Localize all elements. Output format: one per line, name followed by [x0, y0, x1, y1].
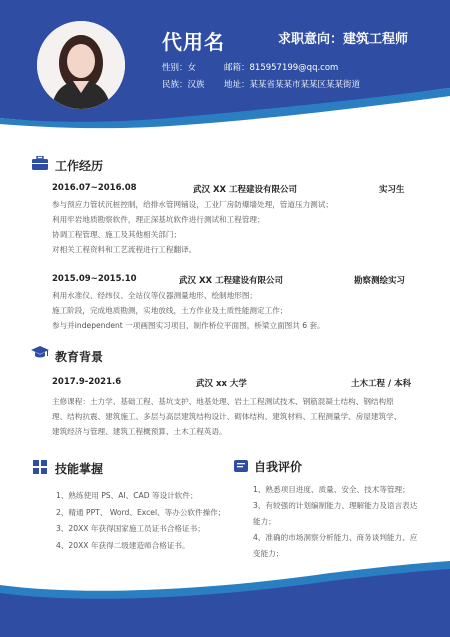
job1-line: 利用牢岩地质勘察软件，理正深基坑软件进行测试和工程管理；: [52, 215, 265, 224]
grid-icon: [33, 460, 47, 474]
self-eval-line: 4、准确的市场洞察分析能力、商务谈判能力、应: [253, 533, 418, 542]
gender-info: 性别：女: [162, 63, 197, 73]
education-date: 2017.9-2021.6: [52, 377, 122, 387]
job2-date: 2015.09~2015.10: [52, 274, 137, 284]
education-school: 武汉 xx 大学: [196, 379, 247, 389]
education-line: 主修课程：土力学、基础工程、基坑支护、地基处理、岩土工程测试技术、钢筋混凝土结构、钢结构原: [52, 397, 394, 406]
address-info: 地址：某某省某某市某某区某某街道: [224, 80, 361, 90]
skills-section-title: 技能掌握: [55, 462, 104, 476]
ethnicity-info: 民族：汉族: [162, 80, 205, 90]
education-major: 土木工程 / 本科: [351, 379, 412, 389]
briefcase-icon: [32, 156, 48, 170]
footer-background: [0, 547, 450, 637]
education-section-title: 教育背景: [55, 350, 104, 364]
job2-line: 参与并independent 一项画图实习项目，制作桥位平面图，桥梁立面图共 6 套。: [52, 321, 325, 330]
self-eval-line: 变能力；: [253, 549, 284, 558]
skill-item: 1、熟练使用 PS、AI、CAD 等设计软件；: [56, 491, 198, 500]
job1-line: 参与预应力管状沉桩控制，给排水管网铺设，工业厂房防爆墙处理，管道压力测试；: [52, 200, 333, 209]
job2-line: 利用水准仪、经纬仪、全站仪等仪器测量地形、绘制地形图；: [52, 291, 258, 300]
job1-company: 武汉 XX 工程建设有限公司: [193, 185, 298, 195]
candidate-name: 代用名: [162, 30, 225, 54]
email-info: 邮箱：815957199@qq.com: [224, 63, 339, 73]
self-eval-line: 1、熟悉项目进度、质量、安全、技术等管理；: [253, 485, 410, 494]
skill-item: 2、精通 PPT、 Word、Excel、等办公软件操作；: [56, 508, 226, 517]
job2-company: 武汉 XX 工程建设有限公司: [179, 276, 284, 286]
job-intent: 求职意向：建筑工程师: [278, 32, 409, 47]
self-eval-section-title: 自我评价: [254, 460, 303, 474]
skill-item: 3、20XX 年获得国家施工员证书合格证书；: [56, 524, 205, 533]
comment-icon: [234, 460, 248, 472]
job1-line: 协调工程管理、施工及其他相关部门；: [52, 230, 182, 239]
graduation-cap-icon: [31, 346, 49, 360]
self-eval-line: 3、有较强的计划编制能力、理解能力及语言表达: [253, 501, 418, 510]
job2-line: 施工阶段，完成地质勘测，实地放线，土方作业及土质性能测定工作；: [52, 306, 288, 315]
job1-role: 实习生: [379, 185, 405, 195]
education-line: 建筑经济与管理、建筑工程概预算、土木工程英语。: [52, 427, 227, 436]
work-section-title: 工作经历: [55, 159, 104, 173]
self-eval-line: 能力；: [253, 517, 276, 526]
job1-line: 对相关工程资料和工艺流程进行工程翻译。: [52, 245, 197, 254]
skill-item: 4、20XX 年获得二级建造师合格证书。: [56, 541, 190, 550]
job1-date: 2016.07~2016.08: [52, 183, 137, 193]
avatar: [37, 21, 125, 109]
education-line: 理、结构抗震、建筑施工、多层与高层建筑结构设计、砌体结构、建筑材料、工程测量学、房屋建筑学、: [52, 412, 402, 421]
job2-role: 勘察测绘实习: [354, 276, 406, 286]
